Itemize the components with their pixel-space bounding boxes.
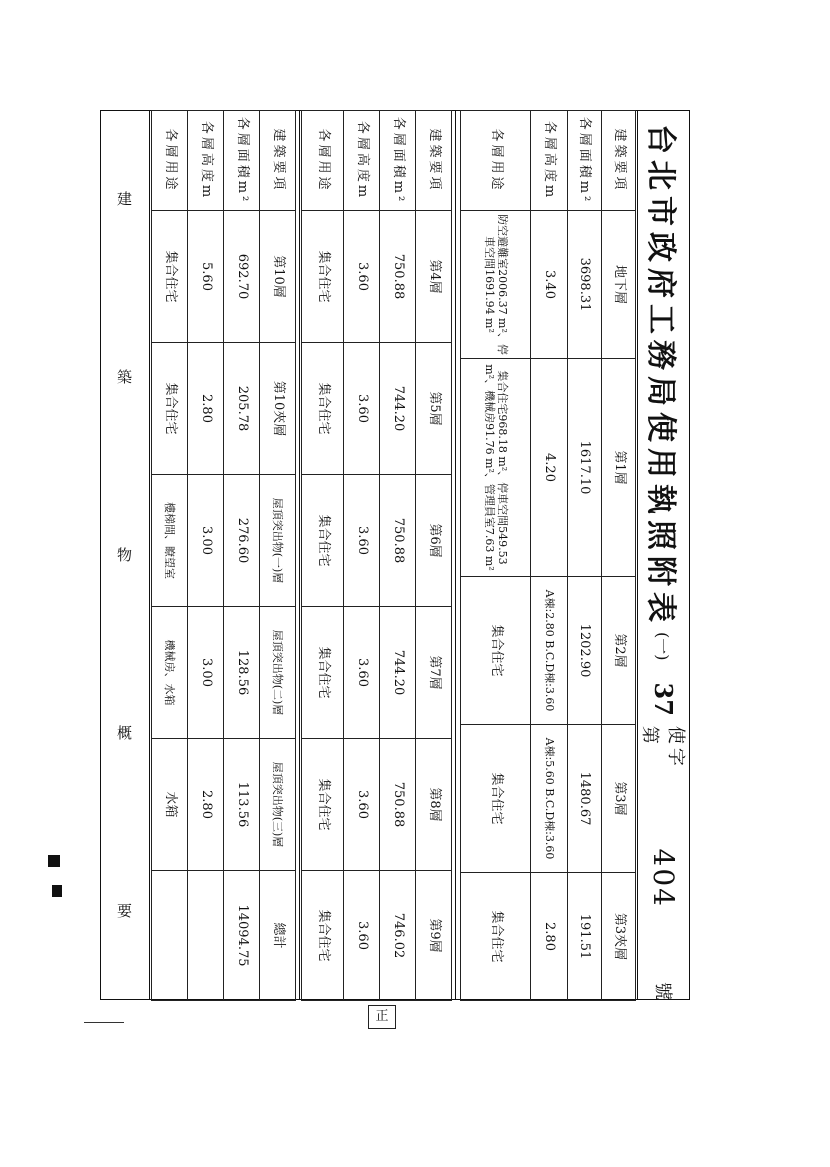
rotated-content [100,110,690,1000]
cell [188,871,224,1001]
cell: 防空避難室2006.37 m²、停車空間1691.94 m² [461,211,531,359]
row-label-area: 各層面積m² [224,111,260,211]
cell: 總計 [260,871,296,1001]
title-suffix: (一) [653,632,673,661]
row-label-area: 各層面積m² [380,111,416,211]
cell: 2.80 [188,343,224,475]
cell: 屋頂突出物(一)層 [260,475,296,607]
row-label-use: 各層用途 [302,111,344,211]
table-row [416,111,452,1001]
cell: 第5層 [416,343,452,475]
cell: 第9層 [416,871,452,1001]
table-row [188,111,224,1001]
cell: 第4層 [416,211,452,343]
cell: A棟:5.60 B.C.D棟:3.60 [531,725,567,873]
cell: 3.60 [344,871,380,1001]
row-label-height: 各層高度m [531,111,567,211]
table-row [601,111,635,1001]
cell: 第1層 [601,359,635,577]
row-label-use: 各層用途 [152,111,188,211]
scan-mark [52,885,62,897]
cell: 750.88 [380,739,416,871]
cell: A棟:2.80 B.C.D棟:3.60 [531,577,567,725]
cell: 水箱 [152,739,188,871]
document-title: 台北市政府工務局使用執照附表 [643,124,678,628]
cell: 750.88 [380,475,416,607]
cell: 3.60 [344,343,380,475]
cell: 750.88 [380,211,416,343]
cell: 第6層 [416,475,452,607]
section-divider [299,110,300,1000]
section-label-char: 建 [117,190,133,209]
cell: 第10夾層 [260,343,296,475]
cell: 3.60 [344,739,380,871]
row-label-item: 建築要項 [601,111,635,211]
section-label [101,110,150,1000]
cell: 276.60 [224,475,260,607]
section-label-char: 概 [117,724,133,743]
title-band [637,110,690,1000]
cell: 集合住宅 [152,343,188,475]
cell: 第3夾層 [601,873,635,1001]
table-row [461,111,531,1001]
cell: 3.60 [344,211,380,343]
cell: 第2層 [601,577,635,725]
stamp: 正 [368,1005,396,1029]
row-label-area: 各層面積m² [567,111,601,211]
cell: 集合住宅 [302,739,344,871]
cell: 集合住宅 [302,607,344,739]
cell: 191.51 [567,873,601,1001]
cell: 3.60 [344,607,380,739]
cell: 集合住宅 [461,577,531,725]
cell: 2.80 [531,873,567,1001]
table-row [380,111,416,1001]
cell: 3698.31 [567,211,601,359]
cell: 1480.67 [567,725,601,873]
cell: 4.20 [531,359,567,577]
cell: 第8層 [416,739,452,871]
cell: 3.00 [188,475,224,607]
cell: 128.56 [224,607,260,739]
cell: 集合住宅968.18 m²、停車空間549.53 m²、機械房91.76 m²、管理員室7.63 m² [461,359,531,577]
cell: 3.40 [531,211,567,359]
cell: 113.56 [224,739,260,871]
cell: 集合住宅 [152,211,188,343]
cell: 集合住宅 [302,211,344,343]
table-row [567,111,601,1001]
section-label-char: 築 [117,368,133,387]
cell: 機械房、水箱 [152,607,188,739]
cell: 第7層 [416,607,452,739]
attachment-table [100,110,690,1000]
cell: 集合住宅 [302,475,344,607]
document-number: 404 [647,848,681,908]
cell: 集合住宅 [461,725,531,873]
cell: 第3層 [601,725,635,873]
cell: 樓梯間、瞭望室 [152,475,188,607]
cell: 746.02 [380,871,416,1001]
section-label-char: 要 [117,902,133,921]
cell: 3.00 [188,607,224,739]
section1-table [460,110,636,1001]
cell: 14094.75 [224,871,260,1001]
cell: 3.60 [344,475,380,607]
section2-table [301,110,452,1001]
table-row [152,111,188,1001]
cell: 5.60 [188,211,224,343]
cell: 205.78 [224,343,260,475]
cell: 744.20 [380,607,416,739]
cell: 集合住宅 [461,873,531,1001]
cell: 第10層 [260,211,296,343]
cell: 744.20 [380,343,416,475]
scan-line [84,1022,124,1023]
cell: 屋頂突出物(二)層 [260,607,296,739]
cell: 集合住宅 [302,871,344,1001]
cell: 692.70 [224,211,260,343]
table-row [224,111,260,1001]
cell: 2.80 [188,739,224,871]
section-label-char: 物 [117,546,133,565]
table-row [344,111,380,1001]
scan-mark [48,855,60,867]
row-label-height: 各層高度m [188,111,224,211]
section-divider [455,110,456,1000]
reference-number: 37 [649,682,679,716]
cell: 屋頂突出物(三)層 [260,739,296,871]
cell: 地下層 [601,211,635,359]
cell [152,871,188,1001]
row-label-use: 各層用途 [461,111,531,211]
table-row [531,111,567,1001]
row-label-height: 各層高度m [344,111,380,211]
row-label-item: 建築要項 [260,111,296,211]
section3-table [151,110,296,1001]
reference-char: 使字第 [639,725,686,770]
number-suffix: 號 [652,982,673,1000]
cell: 1617.10 [567,359,601,577]
table-row [260,111,296,1001]
row-label-item: 建築要項 [416,111,452,211]
cell: 1202.90 [567,577,601,725]
table-row [302,111,344,1001]
cell: 集合住宅 [302,343,344,475]
